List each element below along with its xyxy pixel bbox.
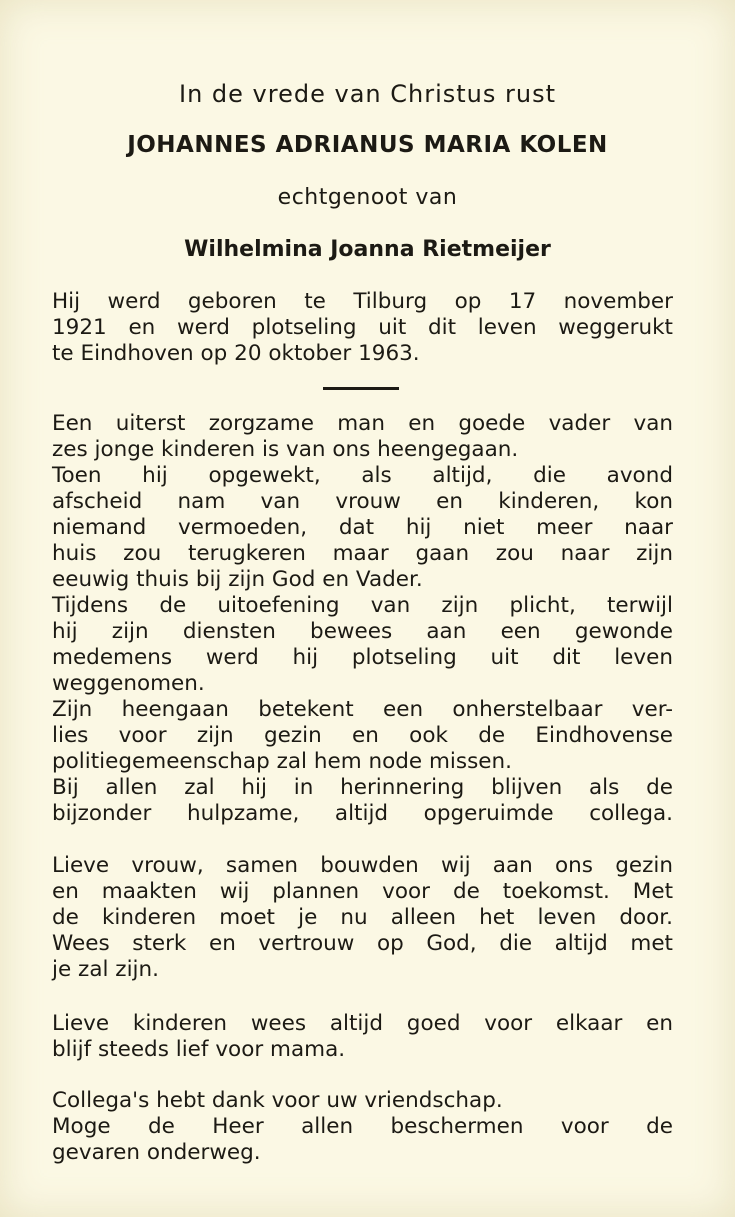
text-line: blijf steeds lief voor mama. [52, 1037, 346, 1062]
text-line: je zal zijn. [52, 957, 159, 982]
text-line: Moge de Heer allen beschermen voor de [52, 1114, 673, 1139]
text-line: Lieve kinderen wees altijd goed voor elkaar en [52, 1011, 673, 1036]
spouse-name: Wilhelmina Joanna Rietmeijer [184, 237, 551, 262]
text-line: Collega's hebt dank voor uw vriendschap. [52, 1088, 503, 1113]
deceased-name: JOHANNES ADRIANUS MARIA KOLEN [127, 132, 608, 158]
text-line: Bij allen zal hij in herinnering blijven als de [52, 775, 673, 800]
text-line: en maakten wij plannen voor de toekomst. Met [52, 879, 673, 904]
text-line: Zijn heengaan betekent een onherstelbaar ver- [52, 697, 673, 722]
text-line: Wees sterk en vertrouw op God, die altijd met [52, 931, 673, 956]
divider [323, 387, 399, 390]
text-line: Hij werd geboren te Tilburg op 17 november [52, 289, 673, 314]
text-line: Tijdens de uitoefening van zijn plicht, terwijl [52, 593, 673, 618]
text-line: lies voor zijn gezin en ook de Eindhovense [52, 723, 673, 748]
text-line: hij zijn diensten bewees aan een gewonde [52, 619, 673, 644]
birth-paragraph [52, 289, 673, 367]
text-line: de kinderen moet je nu alleen het leven door. [52, 905, 673, 930]
children-paragraph [52, 1011, 673, 1063]
tribute-paragraph [52, 411, 673, 827]
text-line: weggenomen. [52, 671, 205, 696]
text-line: te Eindhoven op 20 oktober 1963. [52, 341, 420, 366]
spouse-label: echtgenoot van [277, 185, 458, 210]
text-line: afscheid nam van vrouw en kinderen, kon [52, 489, 673, 514]
intro-line: In de vrede van Christus rust [179, 80, 556, 108]
text-line: politiegemeenschap zal hem node missen. [52, 749, 512, 774]
text-line: zes jonge kinderen is van ons heengegaan. [52, 437, 519, 462]
text-line: Een uiterst zorgzame man en goede vader van [52, 411, 673, 436]
text-line: bijzonder hulpzame, altijd opgeruimde collega. [52, 801, 673, 826]
colleagues-paragraph [52, 1088, 673, 1166]
wife-paragraph [52, 853, 673, 983]
text-line: Lieve vrouw, samen bouwden wij aan ons gezin [52, 853, 673, 878]
text-line: 1921 en werd plotseling uit dit leven weggerukt [52, 315, 673, 340]
text-line: eeuwig thuis bij zijn God en Vader. [52, 567, 423, 592]
text-line: Toen hij opgewekt, als altijd, die avond [52, 463, 673, 488]
text-line: gevaren onderweg. [52, 1140, 261, 1165]
text-line: niemand vermoeden, dat hij niet meer naar [52, 515, 673, 540]
text-line: medemens werd hij plotseling uit dit leven [52, 645, 673, 670]
text-line: huis zou terugkeren maar gaan zou naar zijn [52, 541, 673, 566]
